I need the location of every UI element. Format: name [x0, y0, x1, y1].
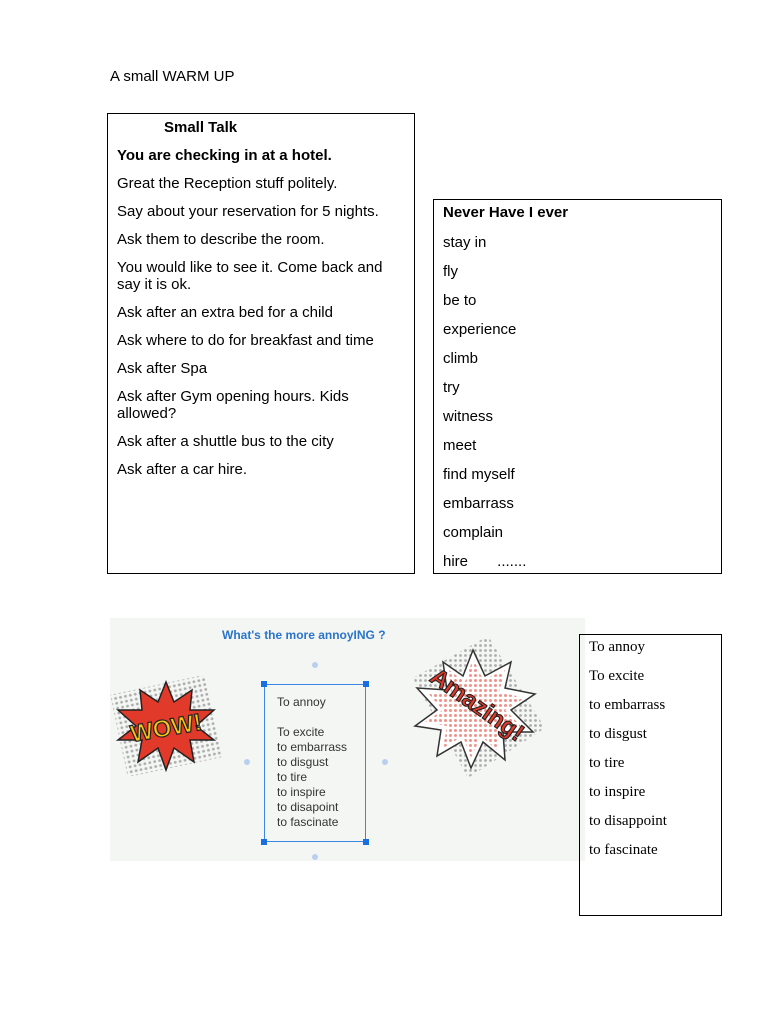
small-talk-box [107, 113, 415, 574]
small-talk-line: Say about your reservation for 5 nights. [117, 203, 379, 220]
list-item: complain [443, 524, 504, 541]
resize-handle [261, 839, 267, 845]
list-item: to embarrass [589, 697, 666, 713]
amazing-burst-image [393, 628, 553, 793]
list-item: try [443, 379, 460, 396]
small-talk-line: Ask where to do for breakfast and time [117, 332, 374, 349]
list-item: To excite [589, 668, 645, 684]
list-item: climb [443, 350, 479, 367]
never-have-heading: Never Have I ever [443, 204, 569, 221]
resize-handle [261, 681, 267, 687]
never-have-list [443, 234, 526, 582]
list-item: To annoy [277, 695, 326, 709]
selection-anchor-dot [382, 759, 388, 765]
illustration-question: What's the more annoyING ? [222, 628, 386, 642]
annoying-illustration [110, 618, 585, 861]
small-talk-line: Ask after Spa [117, 360, 208, 377]
list-item: find myself [443, 466, 515, 483]
list-item: To annoy [589, 639, 646, 655]
list-item: to disgust [589, 726, 647, 742]
small-talk-line: Ask after a car hire. [117, 461, 248, 478]
small-talk-line: You are checking in at a hotel. [117, 147, 332, 164]
list-item: to inspire [277, 785, 326, 799]
small-talk-line: Ask after Gym opening hours. Kids allowed? [117, 388, 349, 422]
small-talk-line: Ask them to describe the room. [117, 231, 325, 248]
list-item: fly [443, 263, 458, 280]
page-title: A small WARM UP [110, 68, 235, 85]
selected-text-box [264, 684, 366, 842]
list-item: stay in [443, 234, 487, 251]
list-item: To excite [277, 725, 325, 739]
selection-anchor-dot [244, 759, 250, 765]
small-talk-lines [117, 147, 402, 489]
resize-handle [363, 839, 369, 845]
small-talk-heading: Small Talk [164, 119, 238, 136]
list-item: to inspire [589, 784, 646, 800]
list-item: to disapoint [277, 800, 339, 814]
adjectives-list [589, 639, 667, 871]
wow-text: WOW! [128, 708, 204, 749]
list-item: to fascinate [589, 842, 658, 858]
selection-anchor-dot [312, 662, 318, 668]
list-item: to embarrass [277, 740, 348, 754]
small-talk-line: Great the Reception stuff politely. [117, 175, 338, 192]
small-talk-line: Ask after an extra bed for a child [117, 304, 333, 321]
list-item: embarrass [443, 495, 514, 512]
selection-anchor-dot [312, 854, 318, 860]
selected-text-list [277, 695, 347, 830]
never-have-i-ever-box [433, 199, 722, 574]
list-item: experience [443, 321, 517, 338]
list-item: witness [443, 408, 494, 425]
list-item: to tire [277, 770, 308, 784]
amazing-text: Amazing! [425, 663, 529, 748]
list-item: to disappoint [589, 813, 667, 829]
list-item: to tire [589, 755, 625, 771]
wow-burst-image [110, 676, 222, 776]
list-item: be to [443, 292, 477, 309]
resize-handle [363, 681, 369, 687]
list-item: to disgust [277, 755, 329, 769]
list-item: to fascinate [277, 815, 339, 829]
adjectives-box [579, 634, 722, 916]
small-talk-line: You would like to see it. Come back and say it is ok. [117, 259, 383, 293]
list-item: hire ....... [443, 553, 527, 570]
list-item: meet [443, 437, 477, 454]
small-talk-line: Ask after a shuttle bus to the city [117, 433, 334, 450]
